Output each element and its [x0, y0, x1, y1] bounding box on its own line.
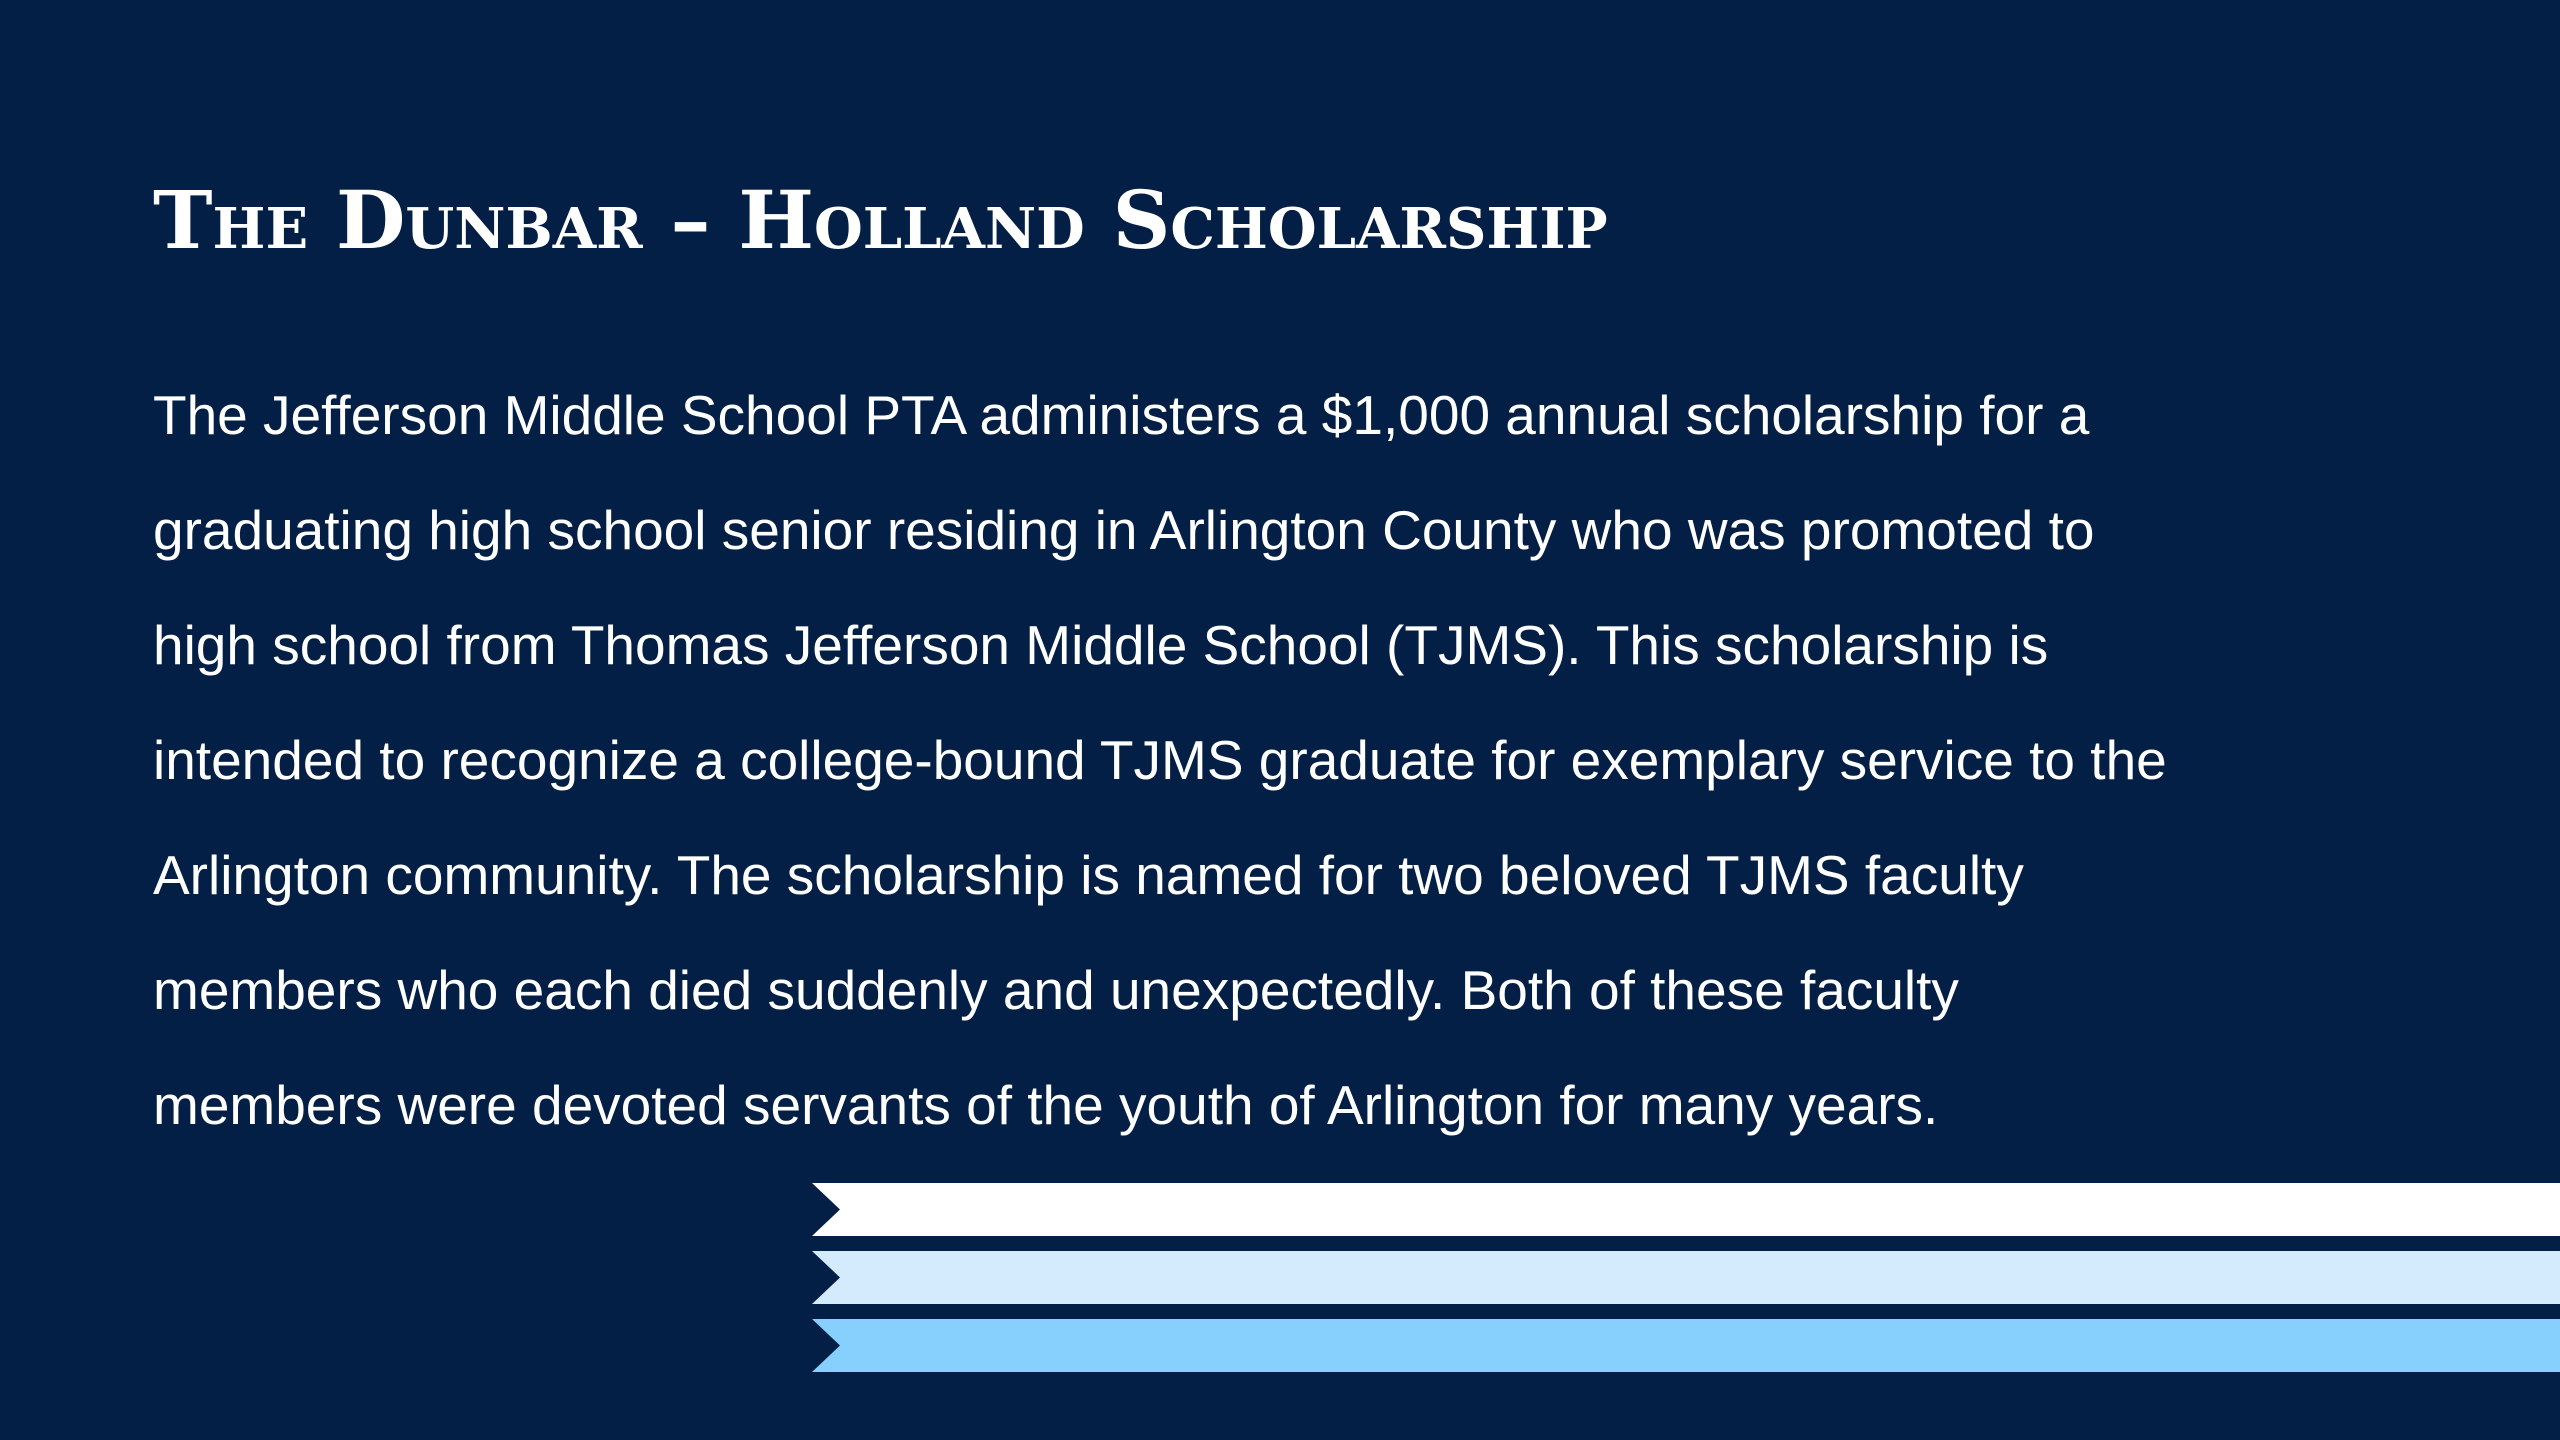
body-line: The Jefferson Middle School PTA administers a $1,000 annual scholarship for a [153, 384, 2090, 446]
stripe-light-blue [812, 1251, 2560, 1304]
body-line: intended to recognize a college-bound TJMS graduate for exemplary service to the [153, 729, 2167, 791]
body-line: members were devoted servants of the youth of Arlington for many years. [153, 1074, 1939, 1136]
slide-title: The Dunbar – Holland Scholarship [153, 173, 1608, 267]
slide-body-text [153, 358, 2453, 1163]
body-line: members who each died suddenly and unexpectedly. Both of these faculty [153, 959, 1959, 1021]
body-line: Arlington community. The scholarship is named for two beloved TJMS faculty [153, 844, 2024, 906]
stripe-sky-blue [812, 1319, 2560, 1372]
body-line: graduating high school senior residing in Arlington County who was promoted to [153, 499, 2095, 561]
stripe-white [812, 1183, 2560, 1236]
decorative-stripes [812, 1183, 2560, 1373]
body-line: high school from Thomas Jefferson Middle School (TJMS). This scholarship is [153, 614, 2049, 676]
